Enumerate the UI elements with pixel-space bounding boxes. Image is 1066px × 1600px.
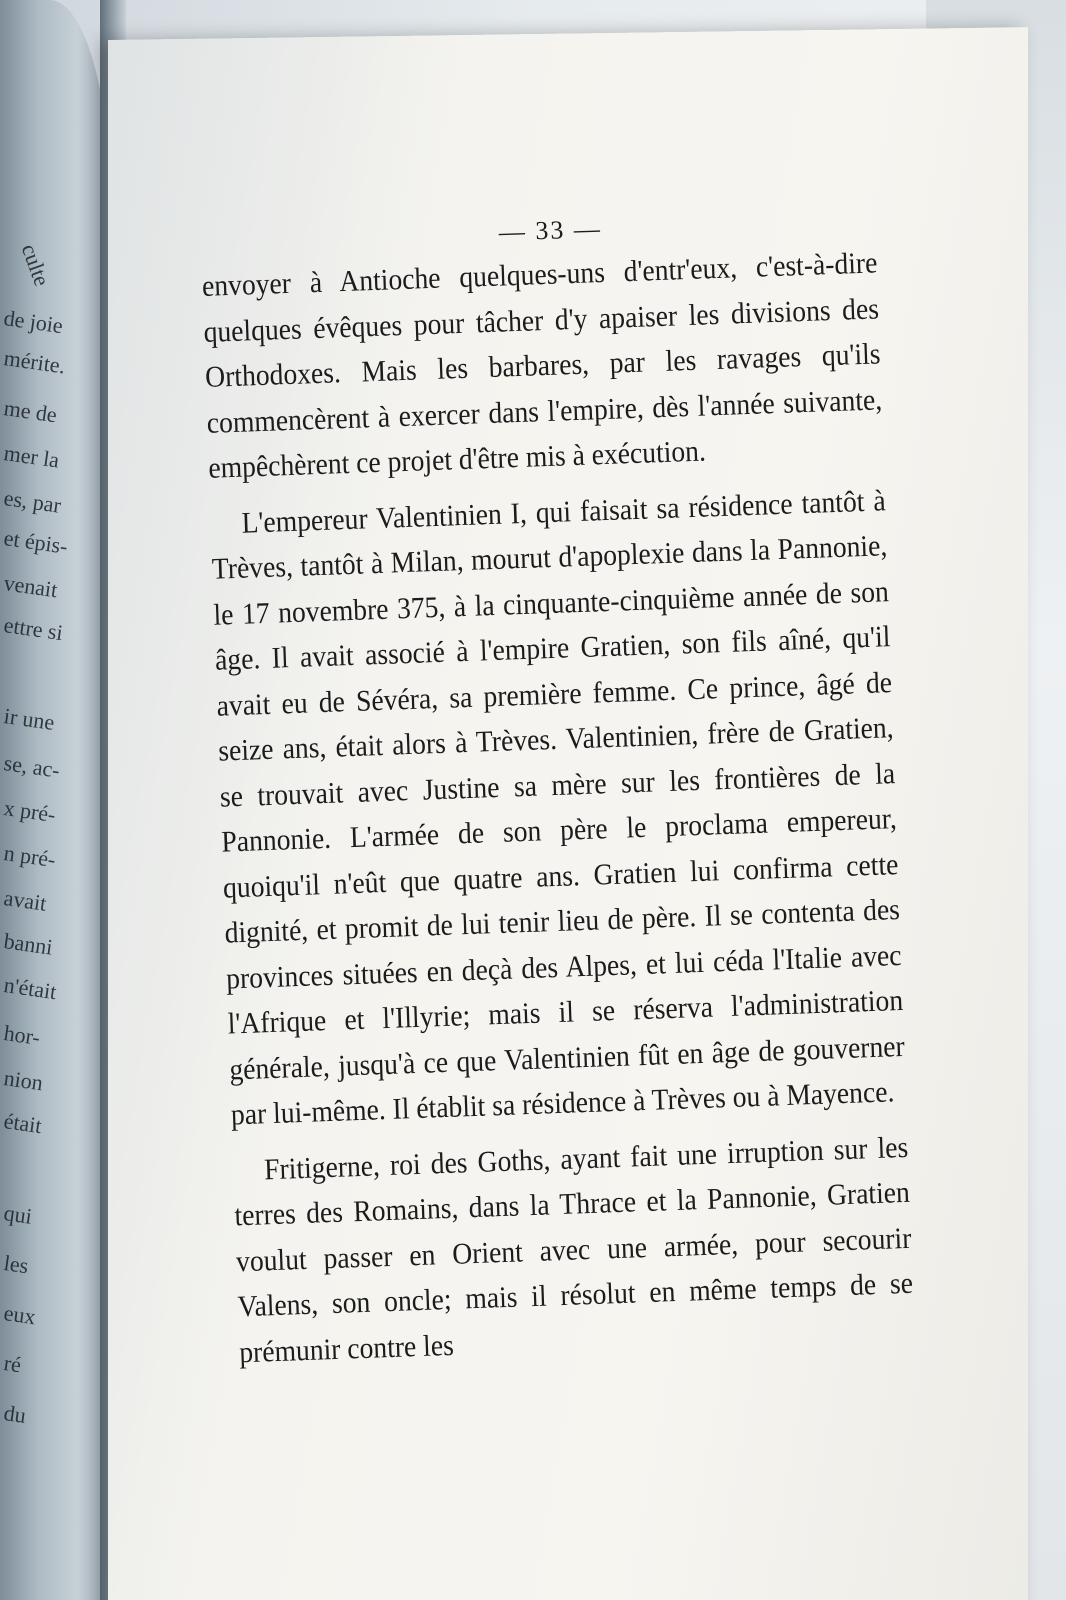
left-fragment: qui [2,1200,34,1229]
left-fragment: mer la [2,440,61,473]
left-fragment: mérite. [2,345,67,379]
left-fragment: se, ac- [2,750,62,783]
paragraph: L'empereur Valentinien I, qui faisait sa résidence tantôt à Trèves, tantôt à Milan, mourut d'apoplexie dans la Pannonie, le 17 novembre 375, à la cinquante-cinquième année de son âge. Il avait associé à l'empire Gratien, son fils aîné, qu'il avait eu de Sévéra, sa première femme. Ce prince, âgé de seize ans, était alors à Trèves. Valentinien, frère de Gratien, se trouvait avec Justine sa mère sur les frontières de la Pannonie. L'armée de son père le proclama empereur, quoiqu'il n'eût que quatre ans. Gratien lui confirma cette dignité, et promit de lui tenir lieu de père. Il se contenta des provinces situées en deçà des Alpes, et lui céda l'Italie avec l'Afrique et l'Illyrie; mais il se réserva l'administration générale, jusqu'à ce que Valentinien fût en âge de gouverner par lui-même. Il établit sa résidence à Trèves ou à Mayence. [211,483,906,1132]
left-fragment: hor- [2,1020,42,1050]
left-fragment: ir une [2,703,57,735]
left-fragment: me de [2,395,59,428]
left-fragment: nion [2,1065,45,1096]
left-fragment: venait [2,570,60,603]
page-number: — 33 — [498,213,603,247]
left-fragment: du [2,1400,28,1428]
left-fragment: banni [2,928,55,960]
left-fragment: et épis- [2,525,70,559]
left-fragment: es, par [2,485,63,518]
left-fragment: x pré- [2,795,58,828]
page-text-block [200,204,920,1375]
left-page [0,0,110,1600]
left-fragment: les [2,1250,31,1279]
left-fragment: ettre si [2,612,65,646]
left-fragment: était [2,1108,44,1139]
left-fragment: n'était [2,972,59,1005]
left-fragment: ré [2,1350,23,1378]
left-page-text-fragments [0,0,110,1600]
left-fragment: culte [16,240,55,290]
left-fragment: eux [2,1300,38,1330]
left-fragment: avait [2,885,49,916]
left-fragment: n pré- [2,840,58,873]
paragraph: envoyer à Antioche quelques-uns d'entr'eux, c'est-à-dire quelques évêques pour tâcher d'y apaiser les divisions des Orthodoxes. Mais les barbares, par les ravages qu'ils commencèrent à exercer dans l'empire, dès l'année suivante, empêchèrent ce projet d'être mis à exécution. [201,246,883,485]
left-fragment: de joie [2,305,65,339]
paragraph: Fritigerne, roi des Goths, ayant fait une irruption sur les terres des Romains, dans la Thrace et la Pannonie, Gratien voulut passer en Orient avec une armée, pour secourir Valens, son oncle; mais il résolut en même temps de se prémunir contre les [233,1130,914,1369]
